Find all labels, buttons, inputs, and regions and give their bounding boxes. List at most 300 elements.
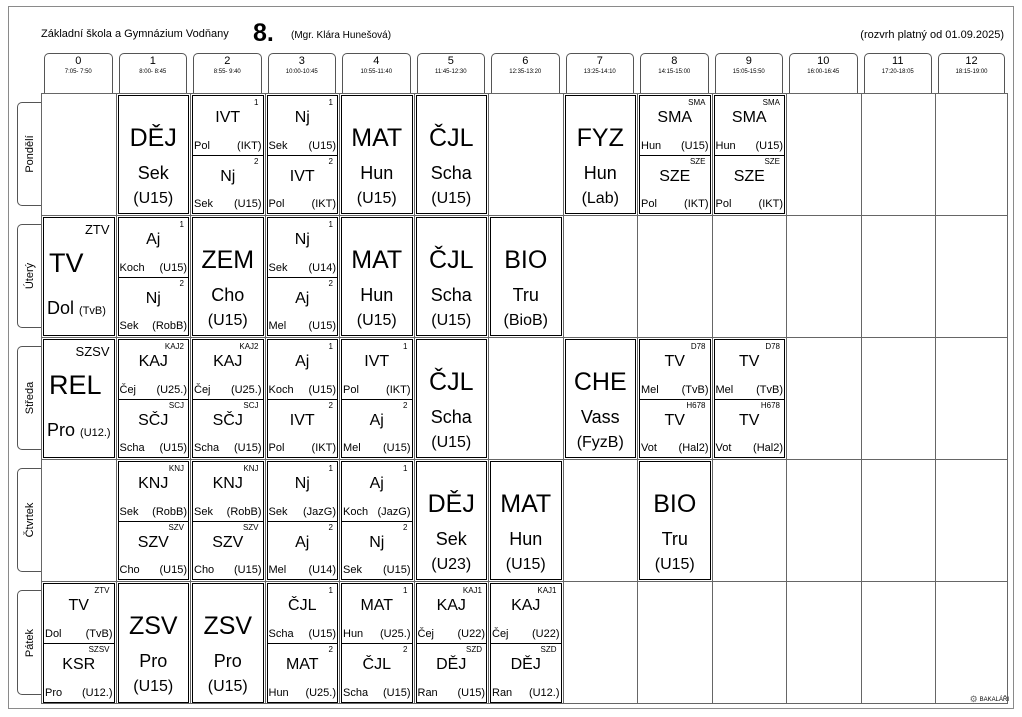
lesson-part[interactable]: [193, 155, 263, 214]
lesson-subject: DĚJ: [427, 490, 475, 518]
lesson-teacher: Vot: [641, 442, 657, 454]
period-time: 10:00-10:45: [285, 69, 318, 75]
lesson-cell[interactable]: [118, 583, 190, 703]
period-number: 6: [522, 55, 529, 67]
period-header-10: [789, 53, 858, 93]
period-number: 11: [892, 55, 904, 67]
lesson-teacher-room: [641, 384, 709, 396]
period-time: 16:00-16:45: [807, 69, 840, 75]
lesson-room: (U14): [308, 564, 336, 576]
lesson-subject: IVT: [289, 167, 315, 185]
lesson-subject: Aj: [295, 533, 310, 551]
grid-col-line: [190, 93, 191, 703]
grid-row-line: [41, 93, 1007, 94]
period-number: 9: [745, 55, 752, 67]
period-header-9: [715, 53, 784, 93]
day-header-3: [17, 468, 42, 572]
lesson-part[interactable]: [268, 521, 338, 580]
lesson-cell[interactable]: [118, 339, 190, 458]
lesson-subject: DĚJ: [129, 124, 177, 152]
lesson-cell[interactable]: [118, 461, 190, 580]
lesson-group: 1: [328, 586, 333, 595]
lesson-teacher-room: [492, 687, 560, 699]
lesson-divider: [640, 399, 710, 400]
lesson-room: (Hal2): [678, 442, 709, 454]
lesson-group: KNJ: [243, 464, 259, 473]
lesson-room: (U15): [308, 320, 336, 332]
lesson-group: SMA: [688, 98, 706, 107]
grid-col-line: [339, 93, 340, 703]
lesson-room: (Lab): [581, 190, 619, 207]
period-time: 8:55- 9:40: [213, 69, 241, 75]
period-header-2: [193, 53, 262, 93]
lesson-room: (U15): [133, 678, 174, 695]
lesson-group: SZSV: [88, 645, 110, 654]
lesson-cell[interactable]: [118, 95, 190, 214]
lesson-subject: KAJ: [213, 353, 243, 370]
lesson-teacher-room: [716, 140, 784, 152]
lesson-subject: DĚJ: [510, 656, 541, 673]
lesson-teacher-room: [45, 687, 113, 699]
lesson-room: (U15): [356, 190, 397, 207]
lesson-group: SZV: [242, 522, 259, 532]
lesson-part[interactable]: [193, 96, 263, 155]
lesson-divider: [342, 399, 412, 400]
lesson-room: (TvB): [756, 383, 783, 396]
lesson-part[interactable]: [268, 462, 338, 521]
lesson-teacher-room: [418, 628, 486, 640]
lesson-cell[interactable]: [416, 217, 488, 336]
lesson-teacher-room: [492, 628, 560, 640]
grid-row-line: [41, 337, 1007, 338]
lesson-teacher: Scha: [430, 285, 472, 305]
lesson-cell[interactable]: [490, 217, 562, 336]
lesson-part[interactable]: [119, 399, 189, 458]
lesson-cell[interactable]: [341, 461, 413, 580]
period-time: 13:25-14:10: [583, 69, 616, 75]
lesson-teacher-room: [343, 564, 411, 576]
lesson-group: 2: [328, 156, 333, 166]
lesson-teacher-room: [47, 420, 111, 441]
lesson-part[interactable]: [119, 462, 189, 521]
lesson-room: (JazG): [377, 505, 411, 518]
lesson-part[interactable]: [268, 155, 338, 214]
lesson-part[interactable]: [268, 340, 338, 399]
period-header-0: [44, 53, 113, 93]
lesson-teacher-room: [194, 564, 262, 576]
grid-col-line: [861, 93, 862, 703]
lesson-group: SMA: [762, 98, 780, 107]
lesson-room: (IKT): [758, 198, 783, 210]
lesson-teacher: Koch: [343, 505, 369, 518]
lesson-subject: Nj: [294, 109, 310, 126]
lesson-part[interactable]: [268, 584, 338, 643]
day-header-1: [17, 224, 42, 328]
lesson-teacher: Sek: [343, 564, 362, 576]
period-time: 12:35-13:20: [509, 69, 542, 75]
lesson-group: ZTV: [84, 222, 110, 237]
grid-col-line: [488, 93, 489, 703]
lesson-teacher-room: [269, 628, 337, 640]
lesson-teacher-room: [120, 506, 188, 518]
period-header-11: [864, 53, 933, 93]
lesson-teacher-room: [269, 384, 337, 396]
lesson-part[interactable]: [342, 399, 412, 458]
lesson-room: (Hal2): [753, 442, 783, 454]
lesson-group: 1: [403, 342, 408, 351]
lesson-teacher: Sek: [137, 163, 169, 183]
lesson-teacher-room: [45, 628, 113, 640]
lesson-group: 2: [328, 645, 333, 654]
grid-col-line: [414, 93, 415, 703]
lesson-divider: [640, 155, 710, 156]
lesson-cell[interactable]: [192, 583, 264, 703]
lesson-group: 2: [254, 156, 259, 166]
lesson-part[interactable]: [342, 340, 412, 399]
period-header-3: [268, 53, 337, 93]
lesson-cell[interactable]: [267, 583, 339, 703]
lesson-subject: KSR: [62, 656, 96, 673]
lesson-part[interactable]: [715, 399, 785, 458]
lesson-part[interactable]: [119, 218, 189, 277]
lesson-teacher-room: [120, 262, 188, 274]
lesson-subject: FYZ: [576, 124, 624, 152]
lesson-part[interactable]: [268, 96, 338, 155]
lesson-part[interactable]: [640, 96, 710, 155]
lesson-cell[interactable]: [639, 339, 711, 458]
lesson-teacher: Scha: [268, 628, 294, 640]
lesson-part[interactable]: [640, 399, 710, 458]
lesson-teacher: Pol: [715, 198, 732, 210]
lesson-teacher: Vass: [580, 407, 620, 427]
lesson-teacher-room: [120, 442, 188, 454]
lesson-cell[interactable]: [565, 339, 637, 458]
lesson-subject: MAT: [351, 246, 403, 274]
lesson-group: 1: [403, 586, 408, 595]
lesson-group: 1: [328, 464, 333, 473]
lesson-divider: [715, 399, 785, 400]
lesson-cell[interactable]: [118, 217, 190, 336]
lesson-divider: [268, 399, 338, 400]
lesson-subject: SMA: [657, 109, 693, 126]
lesson-room: (U15): [133, 190, 174, 207]
lesson-part[interactable]: [491, 584, 561, 643]
lesson-cell[interactable]: [341, 95, 413, 214]
lesson-teacher: Sek: [268, 261, 288, 274]
lesson-part[interactable]: [491, 643, 561, 702]
lesson-cell[interactable]: [192, 339, 264, 458]
lesson-subject: IVT: [215, 109, 241, 126]
lesson-cell[interactable]: [639, 461, 711, 580]
day-header-4: [17, 590, 42, 695]
lesson-teacher-room: [269, 687, 337, 699]
grid-col-line: [116, 93, 117, 703]
lesson-teacher-room: [641, 140, 709, 152]
lesson-part[interactable]: [715, 340, 785, 399]
lesson-cell[interactable]: [267, 339, 339, 458]
lesson-subject: SMA: [731, 109, 767, 126]
lesson-subject: Nj: [294, 231, 310, 248]
grid-col-line: [786, 93, 787, 703]
lesson-part[interactable]: [342, 643, 412, 702]
lesson-subject: Nj: [294, 475, 310, 492]
lesson-teacher: Cho: [119, 564, 140, 576]
valid-from: (rozvrh platný od 01.09.2025): [860, 29, 1004, 41]
lesson-part[interactable]: [342, 521, 412, 580]
lesson-room: (U15): [308, 628, 336, 640]
lesson-cell[interactable]: [192, 461, 264, 580]
day-header-0: [17, 102, 42, 206]
lesson-subject: MAT: [285, 656, 319, 673]
lesson-teacher: Tru: [512, 285, 539, 305]
period-number: 4: [373, 55, 380, 67]
school-name: Základní škola a Gymnázium Vodňany: [41, 28, 229, 40]
lesson-teacher: Ran: [417, 687, 438, 699]
lesson-part[interactable]: [193, 340, 263, 399]
lesson-part[interactable]: [342, 584, 412, 643]
lesson-cell[interactable]: [341, 339, 413, 458]
lesson-teacher-room: [716, 442, 784, 454]
lesson-teacher: Scha: [194, 442, 220, 454]
lesson-group: SZD: [540, 645, 557, 654]
lesson-subject: ZEM: [201, 246, 255, 274]
lesson-part[interactable]: [193, 462, 263, 521]
lesson-teacher: Pro: [47, 420, 76, 440]
lesson-subject: SZV: [212, 533, 244, 551]
lesson-part[interactable]: [119, 521, 189, 580]
lesson-subject: TV: [739, 411, 760, 429]
period-number: 1: [149, 55, 156, 67]
lesson-part[interactable]: [715, 155, 785, 214]
lesson-teacher: Dol: [47, 298, 75, 318]
lesson-part[interactable]: [193, 399, 263, 458]
lesson-teacher: Hun: [360, 285, 394, 305]
lesson-part[interactable]: [640, 155, 710, 214]
lesson-room: (U25.): [156, 383, 187, 396]
lesson-part[interactable]: [268, 399, 338, 458]
lesson-divider: [193, 399, 263, 400]
lesson-group: 1: [328, 98, 333, 107]
lesson-teacher-room: [269, 140, 337, 152]
grid-col-line: [637, 93, 638, 703]
day-label: Čtvrtek: [24, 502, 36, 538]
lesson-cell[interactable]: [416, 339, 488, 458]
lesson-subject: Nj: [145, 289, 161, 307]
lesson-teacher: Pro: [213, 651, 242, 671]
lesson-teacher-room: [716, 384, 784, 396]
period-number: 12: [965, 55, 978, 67]
lesson-teacher-room: [120, 320, 188, 332]
period-header-6: [491, 53, 560, 93]
day-label: Pondělí: [24, 135, 36, 173]
lesson-group: SCJ: [168, 400, 184, 410]
lesson-cell[interactable]: [490, 461, 562, 580]
lesson-group: 1: [328, 220, 333, 229]
lesson-teacher: Sek: [119, 320, 139, 332]
class-teacher: (Mgr. Klára Hunešová): [291, 30, 392, 41]
lesson-teacher: Pol: [343, 383, 359, 396]
grid-col-line: [935, 93, 936, 703]
lesson-part[interactable]: [417, 584, 487, 643]
lesson-part[interactable]: [417, 643, 487, 702]
lesson-cell[interactable]: [341, 583, 413, 703]
lesson-cell[interactable]: [416, 95, 488, 214]
lesson-cell[interactable]: [639, 95, 711, 214]
lesson-subject: ČJL: [288, 597, 317, 614]
lesson-subject: Aj: [295, 289, 310, 307]
lesson-teacher-room: [641, 442, 709, 454]
lesson-teacher-room: [194, 384, 262, 396]
lesson-room: (U25.): [230, 383, 262, 396]
lesson-room: (U22): [531, 628, 560, 640]
lesson-part[interactable]: [715, 96, 785, 155]
period-number: 2: [224, 55, 231, 67]
lesson-room: (TvB): [85, 628, 113, 640]
lesson-subject: TV: [68, 597, 89, 614]
day-header-2: [17, 346, 42, 450]
grid-row-line: [41, 215, 1007, 216]
period-number: 5: [447, 55, 454, 67]
lesson-teacher-room: [269, 198, 337, 210]
lesson-group: H678: [760, 400, 780, 410]
gear-icon: ⚙: [969, 694, 978, 704]
day-label: Pátek: [24, 628, 36, 657]
lesson-room: (U15): [233, 198, 262, 210]
grid-col-line: [41, 93, 42, 703]
lesson-room: (U23): [431, 556, 472, 573]
lesson-teacher-room: [269, 442, 337, 454]
lesson-teacher-room: [343, 442, 411, 454]
day-label: Úterý: [24, 262, 36, 290]
lesson-cell[interactable]: [43, 583, 115, 703]
lesson-cell[interactable]: [192, 217, 264, 336]
lesson-cell[interactable]: [267, 217, 339, 336]
lesson-cell[interactable]: [714, 95, 786, 214]
lesson-room: (U15): [382, 687, 411, 699]
lesson-cell[interactable]: [43, 339, 115, 458]
lesson-subject: Aj: [369, 411, 384, 429]
lesson-teacher: Sek: [435, 529, 467, 549]
lesson-subject: ČJL: [362, 656, 391, 673]
lesson-teacher-room: [343, 506, 411, 518]
lesson-teacher: Hun: [360, 163, 394, 183]
lesson-room: (U15): [431, 190, 472, 207]
lesson-subject: ČJL: [429, 368, 474, 396]
lesson-room: (U15): [233, 564, 262, 576]
lesson-teacher-room: [194, 198, 262, 210]
period-number: 3: [298, 55, 305, 67]
lesson-subject: Aj: [146, 231, 161, 248]
lesson-teacher: Sek: [119, 505, 139, 518]
lesson-teacher-room: [269, 506, 337, 518]
lesson-subject: Aj: [369, 475, 384, 492]
lesson-teacher: Scha: [343, 687, 369, 699]
lesson-teacher-room: [47, 298, 106, 319]
lesson-room: (U15): [308, 383, 336, 396]
lesson-room: (U12.): [80, 427, 111, 439]
lesson-subject: ZSV: [128, 612, 178, 640]
lesson-subject: MAT: [360, 597, 394, 614]
lesson-part[interactable]: [44, 584, 114, 643]
bakalari-logo: [970, 694, 1009, 705]
lesson-cell[interactable]: [565, 95, 637, 214]
lesson-subject: SZE: [733, 167, 765, 185]
lesson-part[interactable]: [268, 218, 338, 277]
lesson-subject: KAJ: [138, 353, 168, 370]
lesson-teacher-room: [269, 262, 337, 274]
period-time: 11:45-12:30: [434, 69, 467, 75]
lesson-group: D78: [765, 342, 780, 351]
lesson-teacher: Pol: [641, 198, 657, 210]
lesson-room: (U15): [431, 434, 472, 451]
lesson-cell[interactable]: [267, 95, 339, 214]
grid-col-line: [563, 93, 564, 703]
lesson-room: (U15): [755, 139, 783, 152]
lesson-teacher: Scha: [430, 407, 472, 427]
lesson-teacher: Čej: [194, 383, 211, 396]
lesson-room: (U15): [308, 139, 336, 152]
lesson-room: (U14): [308, 261, 336, 274]
lesson-group: 1: [254, 98, 259, 107]
lesson-part[interactable]: [640, 340, 710, 399]
lesson-subject: MAT: [500, 490, 552, 518]
lesson-cell[interactable]: [416, 461, 488, 580]
lesson-teacher: Cho: [194, 564, 215, 576]
lesson-teacher: Pol: [268, 198, 285, 210]
lesson-part[interactable]: [342, 462, 412, 521]
lesson-cell[interactable]: [416, 583, 488, 703]
lesson-subject: ZSV: [203, 612, 253, 640]
lesson-teacher-room: [343, 384, 411, 396]
lesson-subject: MAT: [351, 124, 403, 152]
lesson-teacher: Sek: [268, 139, 288, 152]
lesson-divider: [44, 643, 114, 644]
lesson-part[interactable]: [268, 643, 338, 702]
lesson-teacher: Koch: [268, 383, 294, 396]
lesson-room: (U12.): [528, 687, 560, 699]
lesson-cell[interactable]: [192, 95, 264, 214]
lesson-teacher: Mel: [343, 442, 361, 454]
lesson-teacher-room: [641, 198, 709, 210]
lesson-cell[interactable]: [267, 461, 339, 580]
lesson-part[interactable]: [193, 521, 263, 580]
lesson-room: (U15): [207, 678, 248, 695]
lesson-teacher: Sek: [268, 505, 288, 518]
lesson-group: SZE: [764, 156, 780, 166]
lesson-room: (U25.): [379, 628, 411, 640]
day-label: Středa: [24, 381, 36, 415]
lesson-room: (U15): [356, 312, 397, 329]
lesson-part[interactable]: [119, 277, 189, 336]
lesson-cell[interactable]: [490, 583, 562, 703]
lesson-room: (RobB): [226, 505, 262, 518]
lesson-part[interactable]: [268, 277, 338, 336]
lesson-teacher: Čej: [119, 383, 137, 396]
lesson-part[interactable]: [119, 340, 189, 399]
lesson-cell[interactable]: [43, 217, 115, 336]
lesson-room: (U15): [505, 556, 546, 573]
lesson-part[interactable]: [44, 643, 114, 702]
lesson-cell[interactable]: [341, 217, 413, 336]
lesson-group: SZSV: [75, 344, 110, 359]
lesson-cell[interactable]: [714, 339, 786, 458]
lesson-subject: TV: [664, 353, 685, 370]
lesson-group: 1: [328, 342, 333, 351]
lesson-room: (IKT): [237, 139, 262, 152]
lesson-subject: KAJ: [511, 597, 541, 614]
lesson-group: 2: [403, 400, 408, 410]
logo-text: BAKALÁŘI: [979, 696, 1009, 703]
